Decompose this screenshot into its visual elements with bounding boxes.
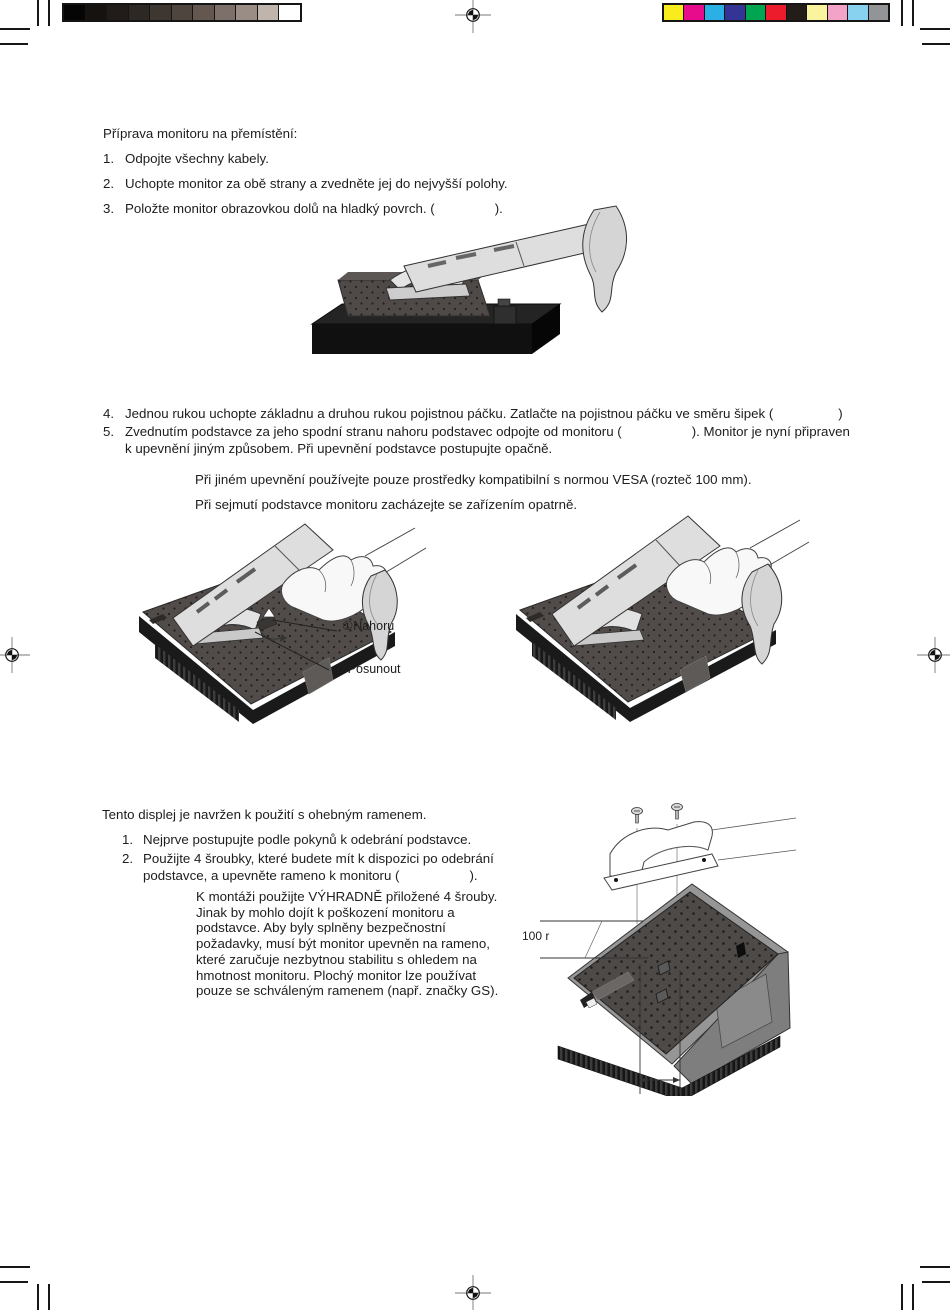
arm-step-2: [122, 851, 494, 867]
color-swatch: [664, 5, 684, 20]
registration-mark-icon: [917, 637, 950, 673]
color-swatch: [86, 5, 108, 20]
registration-mark-icon: [455, 1275, 491, 1310]
registration-mark-icon: [455, 0, 491, 33]
color-swatch: [215, 5, 237, 20]
crop-mark: [920, 1266, 950, 1268]
crop-mark: [901, 1284, 903, 1310]
illustration-vesa-mount: [540, 796, 800, 1096]
crop-mark: [37, 1284, 39, 1310]
color-swatch: [64, 5, 86, 20]
caution-line: hmotnost monitoru. Plochý monitor lze používat: [196, 967, 477, 983]
step-text: ). Monitor je nyní připraven: [691, 424, 850, 439]
stand-foot: [583, 206, 627, 312]
caution-line: K montáži použijte VÝHRADNĚ přiložené 4 šrouby.: [196, 889, 498, 904]
stand-arm: [404, 222, 606, 292]
step-number: 3.: [103, 201, 115, 216]
step-text: Odpojte všechny kabely.: [125, 151, 269, 166]
step-number: 4.: [103, 406, 115, 421]
prep-step-2: [103, 176, 508, 192]
caution-line: pouze se schváleným ramenem (např. značky GS).: [196, 983, 499, 999]
step-text: Položte monitor obrazovkou dolů na hladký povrch. (: [125, 201, 435, 216]
color-swatch: [236, 5, 258, 20]
color-swatch: [107, 5, 129, 20]
color-swatch: [150, 5, 172, 20]
crop-mark: [922, 43, 950, 45]
step-text: Nejprve postupujte podle pokynů k odebrání podstavce.: [143, 832, 472, 847]
note-care: Při sejmutí podstavce monitoru zacházejte se zařízením opatrně.: [195, 497, 578, 512]
step-text: Uchopte monitor za obě strany a zvedněte jej do nejvyšší polohy.: [125, 176, 508, 191]
crop-mark: [37, 0, 39, 26]
caution-line: Jinak by mohlo dojít k poškození monitoru a: [196, 904, 455, 920]
color-swatch: [129, 5, 151, 20]
step-number: 1.: [103, 151, 115, 166]
crop-mark: [912, 0, 914, 26]
crop-mark: [922, 1281, 950, 1283]
illustration-monitor-face-down: [298, 196, 643, 364]
dimension-label-100: 100 r: [522, 929, 550, 943]
step-text: ): [838, 406, 843, 421]
callout-up-label: ①Nahoru: [342, 619, 395, 633]
crop-mark: [0, 1281, 28, 1283]
crop-mark: [0, 1266, 30, 1268]
color-swatch: [705, 5, 725, 20]
step-number: 2.: [103, 176, 115, 191]
crop-mark: [901, 0, 903, 26]
color-swatch: [848, 5, 868, 20]
step-text: ).: [494, 201, 503, 216]
illustration-lift-stand: [508, 506, 813, 724]
grayscale-calibration-bar: [62, 3, 302, 22]
color-swatch: [828, 5, 848, 20]
arm-intro: Tento displej je navržen k použití s ohebným ramenem.: [102, 807, 427, 822]
step-text: Jednou rukou uchopte základnu a druhou rukou pojistnou páčku. Zatlačte na pojistnou páčku ve směru šipek (: [125, 406, 774, 421]
step-number: 2.: [122, 851, 134, 866]
registration-mark-icon: [0, 637, 30, 673]
step-number: 1.: [122, 832, 134, 847]
color-swatch: [172, 5, 194, 20]
remove-step-5: [103, 424, 850, 440]
color-swatch: [746, 5, 766, 20]
arm-step-1: [122, 832, 471, 848]
caution-line: podstavce. Aby byly splněny bezpečnostní: [196, 920, 446, 936]
caution-line: které zaručuje nezbytnou stabilitu s ohledem na: [196, 951, 477, 967]
step-text: Použijte 4 šroubky, které budete mít k dispozici po odebrání: [143, 851, 494, 866]
remove-step-5-line2: k upevnění jiným způsobem. Při upevnění podstavce postupujte opačně.: [125, 441, 553, 456]
crop-mark: [0, 28, 30, 30]
step-text: ).: [469, 868, 478, 883]
color-swatch: [766, 5, 786, 20]
color-swatch: [193, 5, 215, 20]
arm-step-2-line2: [143, 868, 478, 884]
prep-step-1: [103, 151, 269, 167]
crop-mark: [920, 28, 950, 30]
color-swatch: [787, 5, 807, 20]
color-swatch: [684, 5, 704, 20]
color-swatch: [258, 5, 280, 20]
arm-caution-block: [196, 889, 498, 999]
crop-mark: [912, 1284, 914, 1310]
step-text: Zvednutím podstavce za jeho spodní stranu nahoru podstavec odpojte od monitoru (: [125, 424, 622, 439]
prep-intro: Příprava monitoru na přemístění:: [103, 126, 298, 141]
step-text: podstavce, a upevněte rameno k monitoru (: [143, 868, 400, 883]
note-vesa: Při jiném upevnění používejte pouze prostředky kompatibilní s normou VESA (rozteč 100 mm).: [195, 472, 752, 487]
color-swatch: [725, 5, 745, 20]
color-swatch: [807, 5, 827, 20]
crop-mark: [48, 0, 50, 26]
crop-mark: [0, 43, 28, 45]
remove-step-4: [103, 406, 843, 422]
crop-mark: [48, 1284, 50, 1310]
step-number: 5.: [103, 424, 115, 439]
color-swatch: [279, 5, 300, 20]
caution-line: požadavky, musí být monitor upevněn na rameno,: [196, 936, 490, 952]
callout-slide-label: ② Posunout: [333, 662, 401, 676]
monitor-body: [558, 884, 790, 1096]
color-calibration-bar: [662, 3, 890, 22]
arm-bracket-outline: [604, 818, 796, 890]
color-swatch: [869, 5, 888, 20]
